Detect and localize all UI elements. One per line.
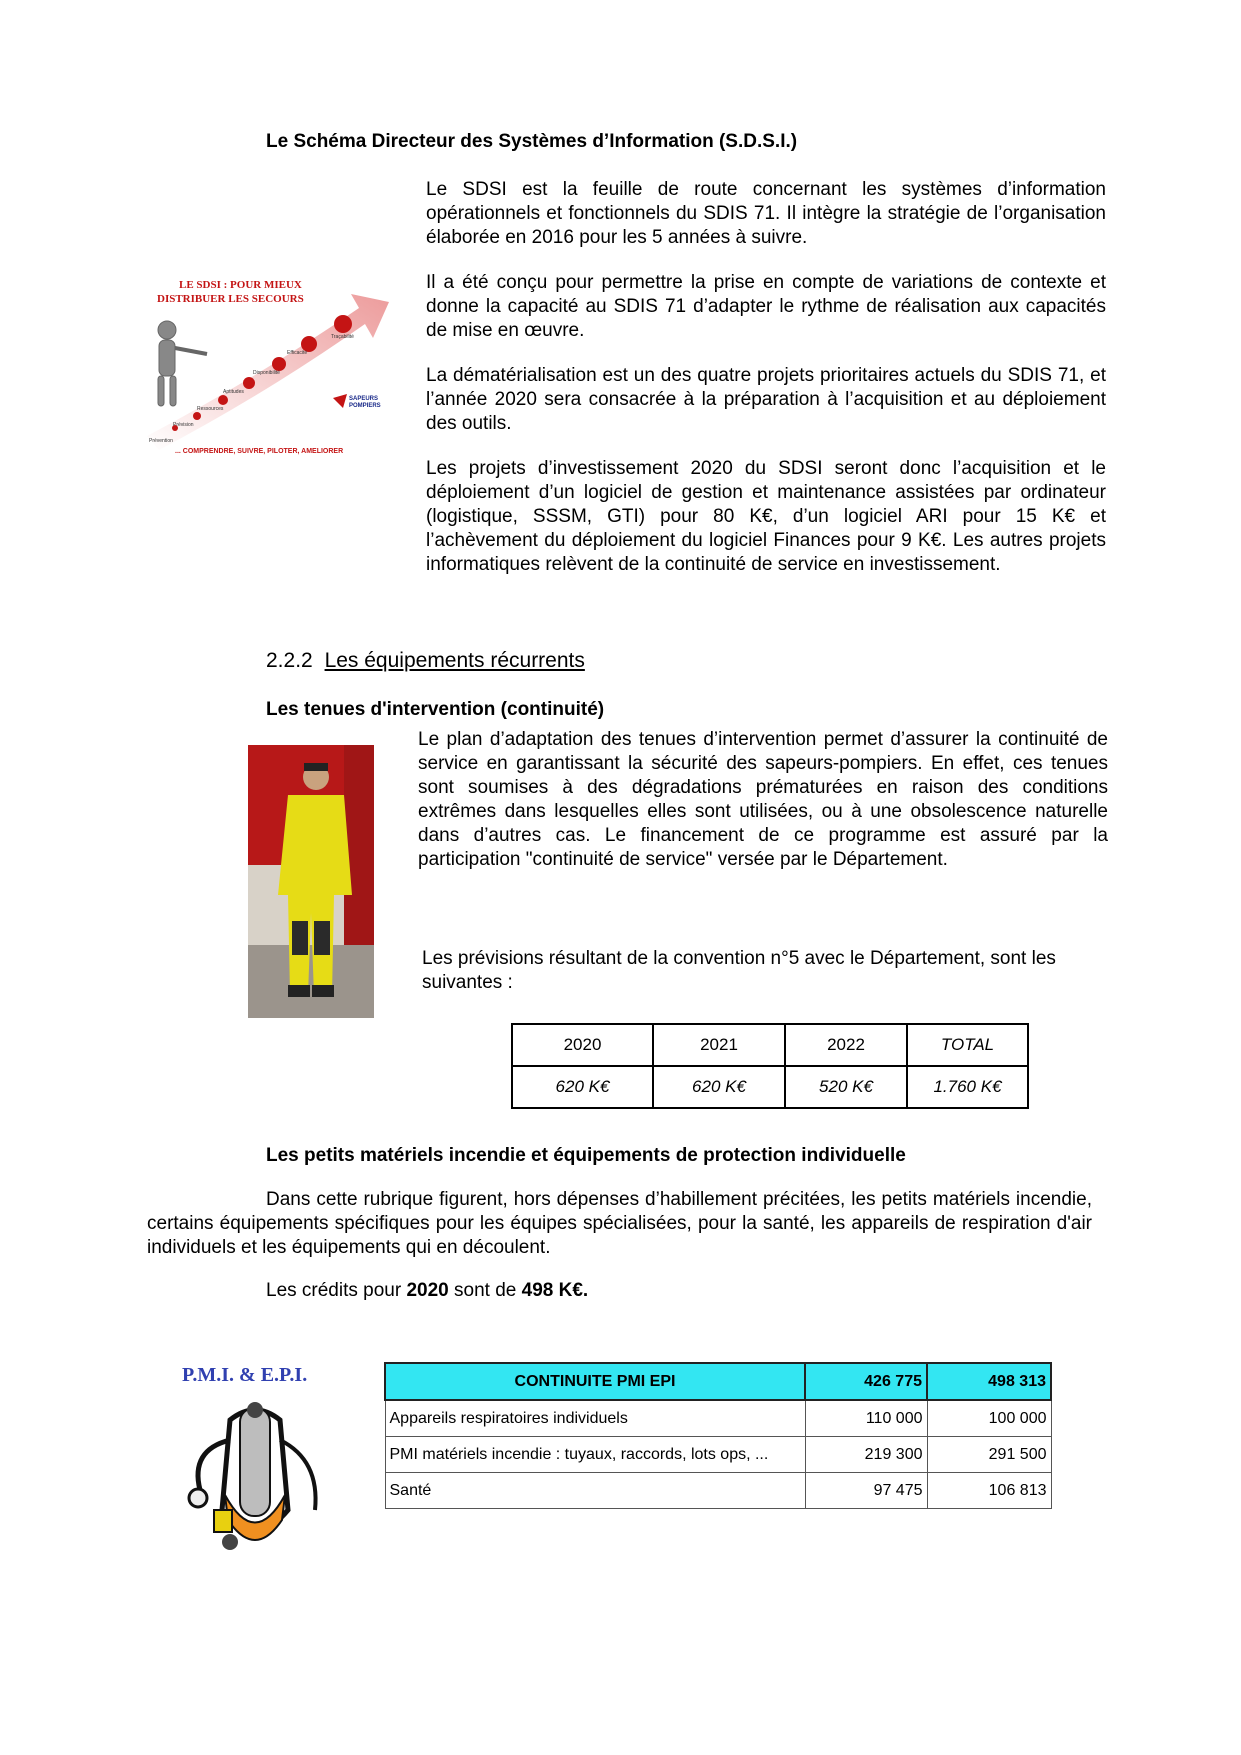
row-label: PMI matériels incendie : tuyaux, raccords, lots ops, ...	[385, 1437, 805, 1473]
section-title	[266, 649, 585, 673]
forecast-table	[511, 1023, 1029, 1109]
table-row	[385, 1473, 1051, 1509]
pmi-head-value-1: 426 775	[805, 1363, 927, 1400]
row-label: Santé	[385, 1473, 805, 1509]
step-label: Efficacité	[287, 350, 308, 356]
forecast-header-cell: 2020	[512, 1024, 653, 1066]
pmi-heading: Les petits matériels incendie et équipements de protection individuelle	[266, 1145, 906, 1166]
row-value-1: 219 300	[805, 1437, 927, 1473]
forecast-value-row	[512, 1066, 1028, 1108]
row-value-2: 291 500	[927, 1437, 1051, 1473]
section-number: 2.2.2	[266, 649, 313, 672]
row-value-2: 106 813	[927, 1473, 1051, 1509]
forecast-value-cell: 620 K€	[512, 1066, 653, 1108]
row-label: Appareils respiratoires individuels	[385, 1400, 805, 1437]
sdsi-image-footer: ... COMPRENDRE, SUIVRE, PILOTER, AMELIORER	[175, 448, 344, 455]
row-value-1: 97 475	[805, 1473, 927, 1509]
sdsi-image-title-2: DISTRIBUER LES SECOURS	[157, 293, 304, 305]
pmi-logo-title: P.M.I. & E.P.I.	[182, 1364, 308, 1386]
pmi-credits	[266, 1280, 588, 1302]
tenues-paragraph-1: Le plan d’adaptation des tenues d’intervention permet d’assurer la continuité de service en garantissant la sécurité des sapeurs-pompiers. En effet, ces tenues sont soumises à des dégradations prématurées en raison des conditions extrêmes dans lesquelles elles sont utilisées, ou à une obsolescence naturelle dans d’autres cas. Le financement de ce programme est assuré par la participation "continuité de service" versée par le Département.	[418, 729, 1108, 870]
step-label: Aptitudes	[223, 389, 244, 395]
pmi-epi-logo	[160, 1364, 360, 1564]
sdsi-paragraph-4: Les projets d’investissement 2020 du SDSI seront donc l’acquisition et le déploiement d’un logiciel de gestion et maintenance assistées par ordinateur (logistique, SSSM, GTI) pour 80 K€, d’un logiciel ARI pour 15 K€ et l’achèvement du déploiement du logiciel Finances pour 9 K€. Les autres projets informatiques relèvent de la continuité de service en investissement.	[426, 458, 1106, 575]
credits-amount: 498 K€.	[521, 1280, 589, 1301]
sdsi-paragraph-2: Il a été conçu pour permettre la prise en compte de variations de contexte et donne la capacité au SDIS 71 d’adapter le rythme de réalisation aux capacités de mise en œuvre.	[426, 272, 1106, 341]
pmi-table-header-row	[385, 1363, 1051, 1400]
forecast-header-row	[512, 1024, 1028, 1066]
tenues-paragraph-2: Les prévisions résultant de la convention n°5 avec le Département, sont les suivantes :	[422, 948, 1056, 993]
breathing-apparatus-icon	[170, 1400, 340, 1560]
step-label: Ressources	[197, 406, 224, 412]
pmi-head-label: CONTINUITE PMI EPI	[385, 1363, 805, 1400]
sdsi-image-title-1: LE SDSI : POUR MIEUX	[179, 279, 302, 291]
pmi-paragraph: Dans cette rubrique figurent, hors dépenses d’habillement précitées, les petits matériels incendie, certains équipements spécifiques pour les équipes spécialisées, pour la santé, les appareils de respiration d'air individuels et les équipements qui en découlent.	[147, 1189, 1092, 1258]
pmi-head-value-2: 498 313	[927, 1363, 1051, 1400]
row-value-1: 110 000	[805, 1400, 927, 1437]
credits-year: 2020	[406, 1280, 449, 1301]
table-row	[385, 1437, 1051, 1473]
sdsi-paragraph-3: La dématérialisation est un des quatre projets prioritaires actuels du SDIS 71, et l’année 2020 sera consacrée à la préparation à l’acquisition et au déploiement des outils.	[426, 365, 1106, 434]
step-label: Prévision	[173, 422, 194, 428]
forecast-header-cell: TOTAL	[907, 1024, 1028, 1066]
tenues-heading: Les tenues d'intervention (continuité)	[266, 699, 605, 720]
sdsi-paragraph-1: Le SDSI est la feuille de route concernant les systèmes d’information opérationnels et fonctionnels du SDIS 71. Il intègre la stratégie de l’organisation élaborée en 2016 pour les 5 années à suivre.	[426, 179, 1106, 248]
forecast-header-cell: 2021	[653, 1024, 785, 1066]
step-label: Prévention	[149, 438, 173, 444]
credits-prefix: Les crédits pour	[266, 1280, 407, 1301]
row-value-2: 100 000	[927, 1400, 1051, 1437]
forecast-value-cell: 620 K€	[653, 1066, 785, 1108]
step-label: Disponibilité	[253, 370, 280, 376]
forecast-value-cell: 520 K€	[785, 1066, 907, 1108]
table-row	[385, 1400, 1051, 1437]
firefighter-photo	[248, 745, 374, 1018]
logo-text-2: POMPIERS	[349, 403, 381, 409]
pmi-table	[384, 1362, 1052, 1509]
logo-text-1: SAPEURS	[349, 396, 379, 402]
sdsi-heading: Le Schéma Directeur des Systèmes d’Information (S.D.S.I.)	[266, 131, 798, 152]
firefighter-graphic	[248, 745, 374, 1018]
sdsi-arrow-graphic	[137, 268, 397, 456]
step-label: Traçabilité	[331, 334, 354, 340]
section-title-text: Les équipements récurrents	[324, 649, 585, 672]
forecast-value-cell: 1.760 K€	[907, 1066, 1028, 1108]
forecast-header-cell: 2022	[785, 1024, 907, 1066]
sdsi-illustration	[137, 268, 397, 456]
credits-mid: sont de	[448, 1280, 522, 1301]
